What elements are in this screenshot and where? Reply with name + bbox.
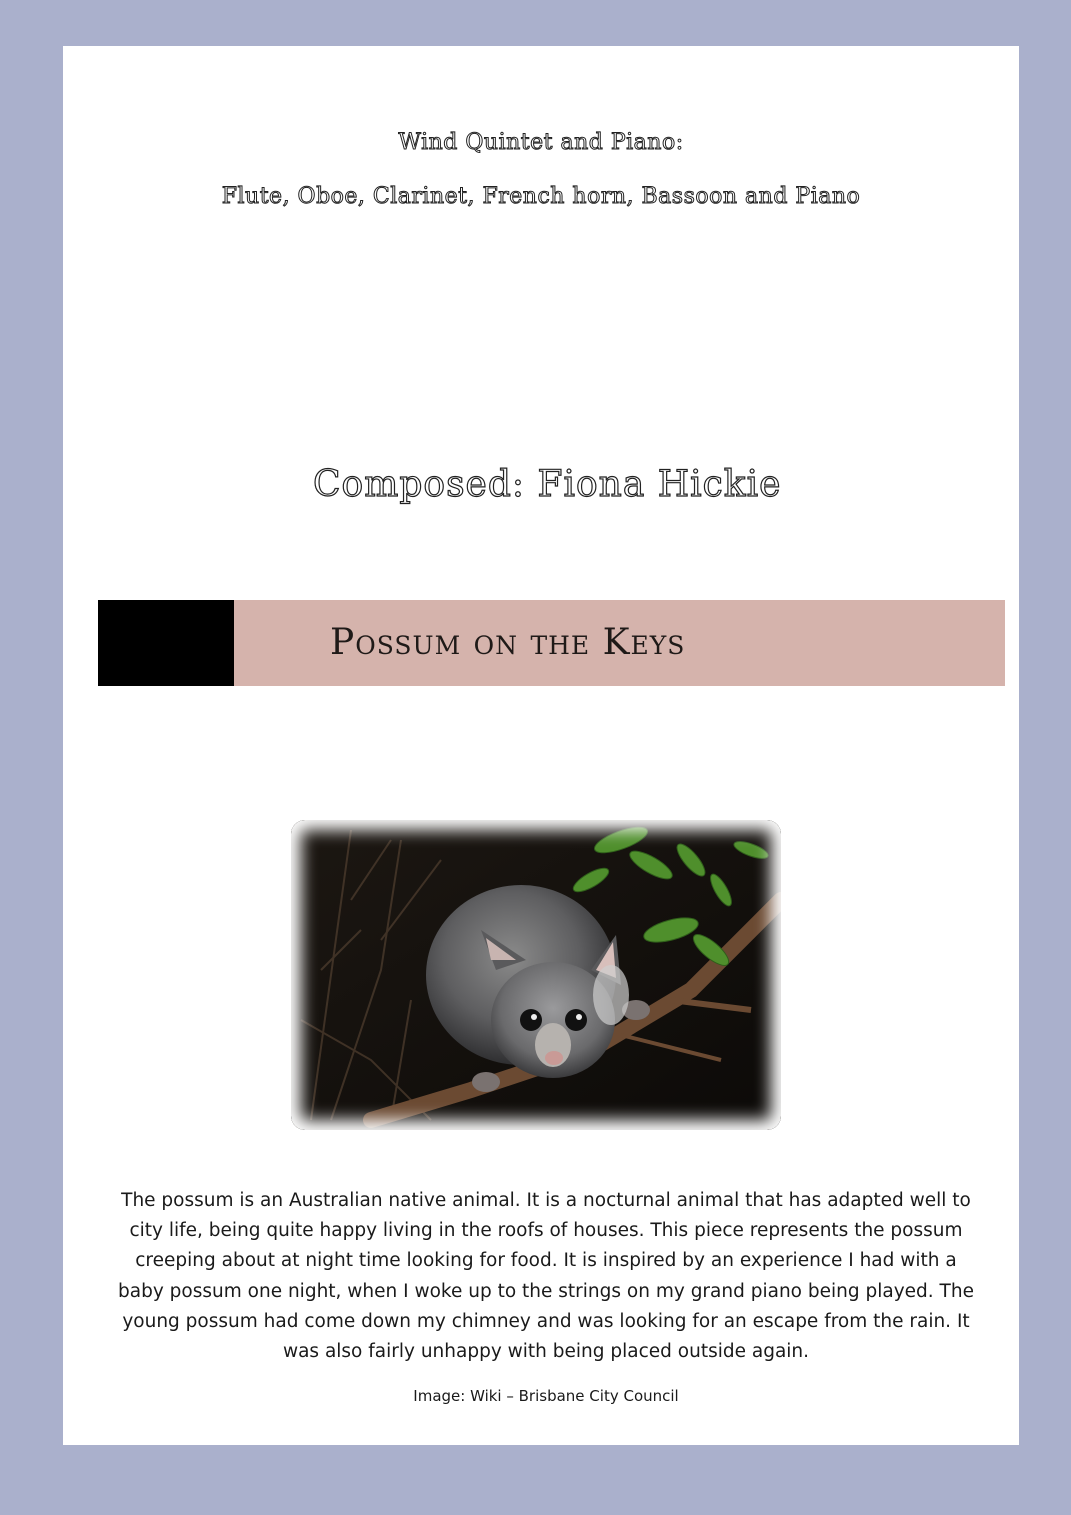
title-banner-black-block [98, 600, 234, 686]
piece-title: Possum on the Keys [330, 622, 686, 663]
title-banner [98, 600, 1005, 686]
instrumentation-heading: Wind Quintet and Piano: [398, 130, 684, 155]
composer-credit: Composed: Fiona Hickie [313, 464, 782, 505]
piece-description: The possum is an Australian native animal. It is a nocturnal animal that has adapted well to city life, being quite happy living in the roofs of houses. This piece represents the possum creeping about at night time looking for food. It is inspired by an experience I had with a baby possum one night, when I woke up to the strings on my grand piano being played. The young possum had come down my chimney and was looking for an escape from the rain. It was also fairly unhappy with being placed outside again. [118, 1190, 974, 1363]
instrument-list: Flute, Oboe, Clarinet, French horn, Bassoon and Piano [221, 184, 861, 209]
possum-illustration [291, 820, 781, 1130]
cover-page [63, 46, 1019, 1445]
image-credit: Image: Wiki – Brisbane City Council [413, 1387, 679, 1405]
possum-photo [291, 820, 781, 1130]
